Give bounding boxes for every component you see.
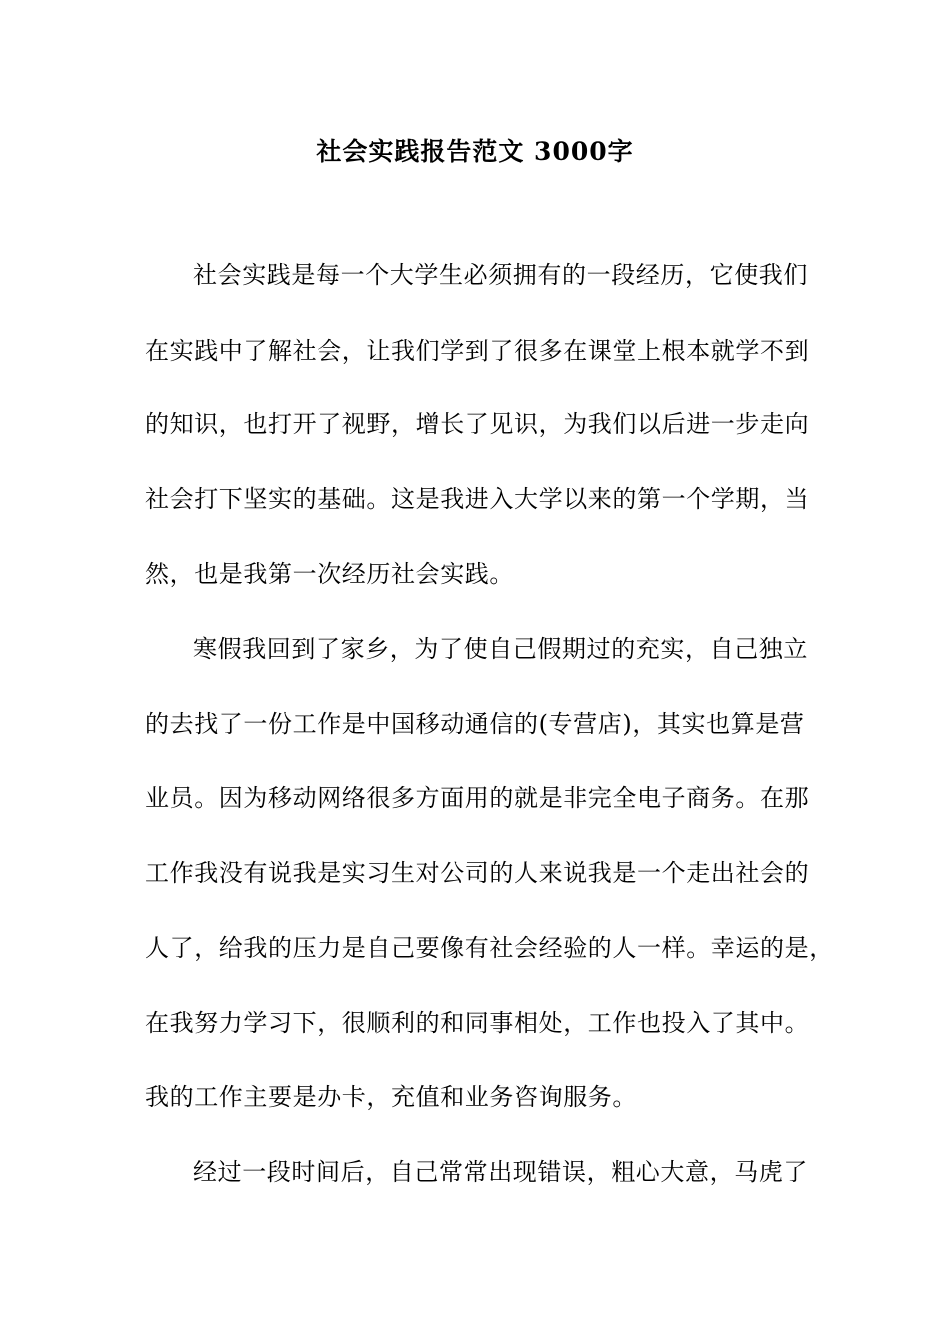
paragraph-line: 的去找了一份工作是中国移动通信的(专营店)，其实也算是营 [145,710,805,738]
paragraph-line: 经过一段时间后，自己常常出现错误，粗心大意，马虎了 [193,1158,808,1186]
paragraph-line: 人了，给我的压力是自己要像有社会经验的人一样。幸运的是， [145,934,834,962]
paragraph-line: 业员。因为移动网络很多方面用的就是非完全电子商务。在那 [145,784,810,812]
paragraph-line: 的知识，也打开了视野，增长了见识，为我们以后进一步走向 [145,410,810,438]
paragraph-line: 我的工作主要是办卡，充值和业务咨询服务。 [145,1083,637,1111]
paragraph-line: 在我努力学习下，很顺利的和同事相处，工作也投入了其中。 [145,1009,810,1037]
page-title: 社会实践报告范文 3000字 [316,137,634,166]
paragraph-line: 社会打下坚实的基础。这是我进入大学以来的第一个学期，当 [145,485,810,513]
paragraph-line: 然，也是我第一次经历社会实践。 [145,560,514,588]
paragraph-line: 在实践中了解社会，让我们学到了很多在课堂上根本就学不到 [145,337,810,365]
paragraph-line: 社会实践是每一个大学生必须拥有的一段经历，它使我们 [193,261,808,289]
paragraph-line: 工作我没有说我是实习生对公司的人来说我是一个走出社会的 [145,859,810,887]
paragraph-line: 寒假我回到了家乡，为了使自己假期过的充实，自己独立 [193,635,808,663]
